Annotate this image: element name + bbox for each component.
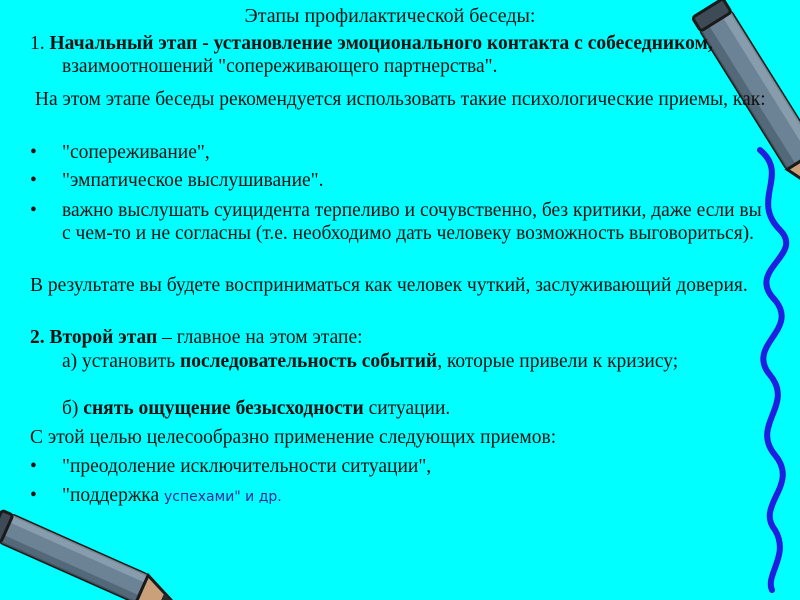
last-bullet-serif: "поддержка <box>62 485 165 506</box>
slide-title: Этапы профилактической беседы: <box>244 5 536 27</box>
bullet-icon: • <box>30 170 37 191</box>
list-item <box>30 169 775 192</box>
stage1-heading: Начальный этап - установление эмоционального контакта с собеседником, <box>49 33 713 54</box>
bullet-icon: • <box>30 485 37 506</box>
sub-a-bold: последовательность событий <box>179 351 438 372</box>
sub-a-suffix: , которые привели к кризису; <box>437 351 679 372</box>
list-item <box>30 455 775 478</box>
bullet-icon: • <box>30 456 37 477</box>
list-item <box>30 484 775 509</box>
sub-item-a <box>30 350 800 373</box>
bullet-text <box>62 484 775 509</box>
bullet-text: "эмпатическое выслушивание". <box>62 170 324 191</box>
bullet-text: "сопереживание", <box>62 142 210 163</box>
stage2-paragraph <box>30 326 775 349</box>
list-item <box>30 199 775 245</box>
purpose-paragraph: С этой целью целесообразно применение следующих приемов: <box>30 427 557 448</box>
stage1-paragraph <box>30 32 800 78</box>
stage1-number: 1. <box>30 33 50 54</box>
sub-a-prefix: а) установить <box>62 351 180 372</box>
list-item <box>30 141 775 164</box>
sub-b-suffix: ситуации. <box>363 398 451 419</box>
bullet-icon: • <box>30 200 37 221</box>
bullet-text: "преодоление исключительности ситуации", <box>62 456 432 477</box>
stage2-rest: – главное на этом этапе: <box>157 327 363 348</box>
result-paragraph: В результате вы будете восприниматься как человек чуткий, заслуживающий доверия. <box>30 275 748 296</box>
intro-paragraph <box>30 88 800 111</box>
sub-item-b <box>30 397 800 420</box>
intro-text: На этом этапе беседы рекомендуется использовать такие психологические приемы, как: <box>34 89 766 110</box>
sub-b-prefix: б) <box>62 398 84 419</box>
stage1-rest: взаимоотношений "сопереживающего партнерства". <box>62 56 498 77</box>
sub-b-bold: снять ощущение безысходности <box>83 398 364 419</box>
last-bullet-sans: успехами" и др. <box>164 489 282 505</box>
stage2-number: 2. <box>30 327 50 348</box>
bullet-icon: • <box>30 142 37 163</box>
stage2-heading: Второй этап <box>49 327 158 348</box>
bullet-text: важно выслушать суицидента терпеливо и сочувственно, без критики, даже если вы с чем-то и не согласны (т.е. необходимо дать человеку возможность выговориться). <box>62 200 762 244</box>
